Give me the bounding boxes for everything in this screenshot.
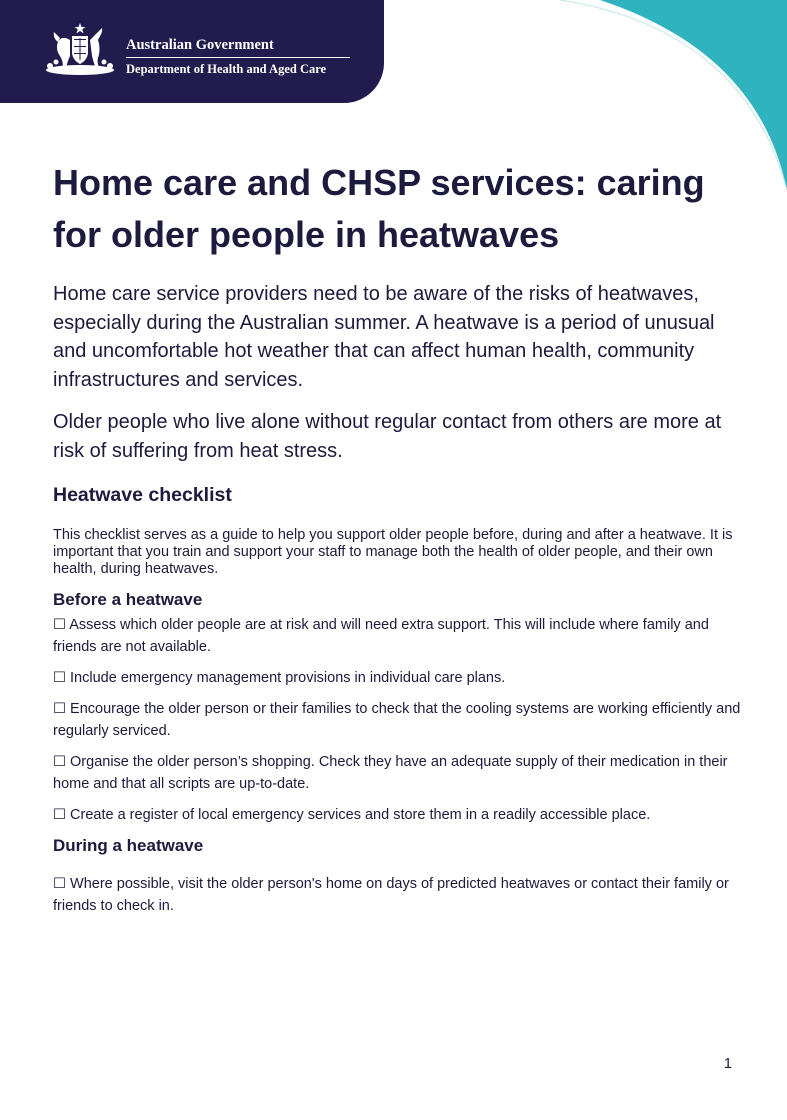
checklist-item <box>53 667 743 689</box>
checklist-heading: Heatwave checklist <box>53 484 232 506</box>
checklist-item-text: Encourage the older person or their families to check that the cooling systems are working efficiently and regularly serviced. <box>53 701 741 739</box>
page-title: Home care and CHSP services: caring for older people in heatwaves <box>53 162 705 255</box>
checkbox-icon[interactable]: ☐ <box>53 670 66 686</box>
checklist-item <box>53 873 743 917</box>
checklist-item-text: Organise the older person’s shopping. Check they have an adequate supply of their medication in their home and that all scripts are up-to-date. <box>53 754 728 792</box>
during-heatwave-heading: During a heatwave <box>53 836 204 855</box>
page-number: 1 <box>723 1056 732 1072</box>
checklist-description: This checklist serves as a guide to help you support older people before, during and after a heatwave. It is important that you train and support your staff to manage both the health of older people, and their own health, during heatwaves. <box>53 527 733 577</box>
checkbox-icon[interactable]: ☐ <box>53 754 66 770</box>
checklist-item <box>53 698 743 742</box>
coat-of-arms-icon <box>42 22 118 80</box>
checklist-item-text: Create a register of local emergency services and store them in a readily accessible place. <box>70 807 651 823</box>
checklist-item-text: Assess which older people are at risk and will need extra support. This will include where family and friends are not available. <box>53 617 709 655</box>
department-label: Department of Health and Aged Care <box>126 62 327 76</box>
checklist-item-text: Include emergency management provisions in individual care plans. <box>70 670 506 686</box>
intro-paragraph-2: Older people who live alone without regular contact from others are more at risk of suffering from heat stress. <box>53 411 722 462</box>
checkbox-icon[interactable]: ☐ <box>53 617 66 633</box>
government-banner <box>0 0 384 103</box>
before-heatwave-list <box>53 614 743 826</box>
australian-government-label: Australian Government <box>126 37 274 53</box>
checkbox-icon[interactable]: ☐ <box>53 876 66 892</box>
before-heatwave-heading: Before a heatwave <box>53 590 203 609</box>
checklist-item-text: Where possible, visit the older person's home on days of predicted heatwaves or contact their family or friends to check in. <box>53 876 729 914</box>
intro-paragraph-1: Home care service providers need to be aware of the risks of heatwaves, especially during the Australian summer. A heatwave is a period of unusual and uncomfortable hot weather that can affect human health, community infrastructures and services. <box>53 283 715 391</box>
checklist-item <box>53 614 743 658</box>
document-body <box>53 157 743 926</box>
checkbox-icon[interactable]: ☐ <box>53 807 66 823</box>
banner-divider <box>126 57 350 58</box>
checklist-item <box>53 804 743 826</box>
checklist-item <box>53 751 743 795</box>
during-heatwave-list <box>53 873 743 917</box>
checkbox-icon[interactable]: ☐ <box>53 701 66 717</box>
